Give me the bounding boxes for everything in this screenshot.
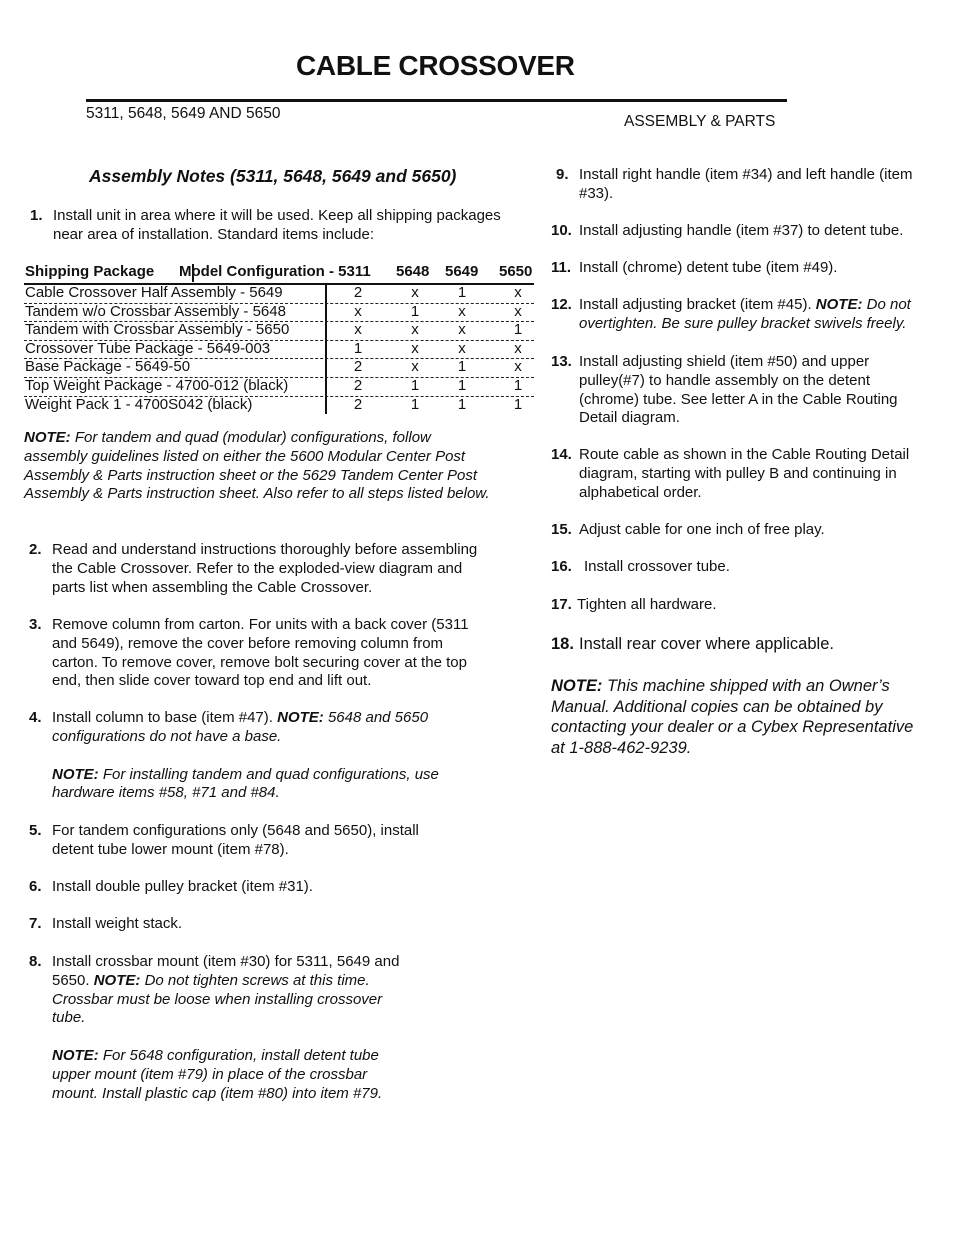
step-number: 1. [30, 207, 43, 224]
step-text: Install adjusting handle (item #37) to detent tube. [579, 222, 904, 239]
step-7 [29, 915, 429, 934]
quantity-cell: x [514, 339, 522, 357]
step-number: 5. [29, 822, 42, 839]
table-row [24, 284, 534, 304]
note-text: For tandem and quad (modular) configurations, follow assembly guidelines listed on either the 5600 Modular Center Post Assembly & Parts instruction sheet or the 5629 Tandem Center Post Assembly & Parts instruction sheet. Also refer to all steps listed below. [24, 429, 490, 503]
table-row [24, 396, 534, 415]
step-2 [29, 541, 484, 597]
step-number: 8. [29, 953, 42, 970]
step-10 [551, 222, 934, 241]
step-number: 13. [551, 353, 572, 370]
note-label: NOTE: [52, 1047, 99, 1065]
step-number: 3. [29, 616, 42, 633]
table-row [24, 303, 534, 323]
note-label: NOTE: [815, 296, 863, 313]
step-5 [29, 822, 429, 860]
quantity-cell: 1 [410, 395, 420, 413]
step-body [52, 709, 459, 747]
quantity-cell: x [411, 339, 419, 357]
step-number: 12. [551, 296, 572, 313]
page-subtitle: ASSEMBLY & PARTS [624, 113, 776, 130]
step-text: Install right handle (item #34) and left handle (item #33). [579, 166, 913, 202]
step-number: 6. [29, 878, 42, 895]
step-number: 16. [551, 558, 572, 575]
header-model-5648: 5648 [396, 263, 430, 280]
step-text: Tighten all hardware. [577, 596, 717, 613]
step-15 [551, 521, 934, 540]
package-name: Tandem with Crossbar Assembly - 5650 [25, 321, 290, 339]
quantity-cell: x [458, 339, 466, 357]
note-label: NOTE: [52, 765, 99, 783]
quantity-cell: 1 [513, 395, 523, 413]
step-body [579, 296, 931, 334]
package-name: Tandem w/o Crossbar Assembly - 5648 [25, 302, 286, 320]
step-4 [29, 709, 459, 803]
step-text: Install double pulley bracket (item #31). [52, 878, 313, 895]
note-label: NOTE: [551, 677, 603, 695]
step-number: 4. [29, 709, 42, 726]
step-text: Route cable as shown in the Cable Routing Detail diagram, starting with pulley B and continuing in alphabetical order. [579, 446, 910, 501]
step-text: Adjust cable for one inch of free play. [579, 521, 825, 538]
quantity-cell: x [411, 321, 419, 339]
quantity-cell: x [514, 358, 522, 376]
header-shipping-package: Shipping Package [25, 263, 155, 280]
quantity-cell: 1 [457, 377, 467, 394]
step-12 [551, 296, 931, 334]
quantity-cell: 1 [410, 302, 420, 320]
step-13 [551, 353, 921, 428]
step-text: Install unit in area where it will be used. Keep all shipping packages near area of installation. Standard items include: [53, 207, 501, 243]
step-number: 14. [551, 446, 572, 463]
quantity-cell: 2 [353, 358, 363, 376]
package-name: Cable Crossover Half Assembly - 5649 [25, 284, 283, 301]
table-row [24, 377, 534, 397]
quantity-cell: x [411, 284, 419, 301]
tandem-note [24, 429, 494, 504]
quantity-cell: 2 [353, 284, 363, 301]
quantity-cell: 1 [513, 321, 523, 339]
note-label: NOTE: [24, 429, 71, 446]
quantity-cell: x [458, 321, 466, 339]
quantity-cell: x [458, 302, 466, 320]
model-numbers: 5311, 5648, 5649 AND 5650 [86, 105, 281, 122]
step-number: 10. [551, 222, 572, 239]
step-3 [29, 616, 484, 691]
step-number: 9. [556, 166, 569, 183]
owners-manual-note [551, 676, 921, 758]
step-text: Install rear cover where applicable. [579, 635, 834, 653]
step-8 [29, 953, 414, 1104]
note-text: Do not overtighten. Be sure pulley bracket swivels freely. [579, 296, 911, 332]
quantity-cell: 2 [353, 377, 363, 394]
step-sub-note [52, 766, 459, 804]
step-number: 11. [551, 259, 572, 276]
quantity-cell: 1 [513, 377, 523, 394]
package-name: Top Weight Package - 4700-012 (black) [25, 377, 289, 394]
page-title: CABLE CROSSOVER [296, 50, 575, 81]
step-11 [551, 259, 934, 278]
note-text: For installing tandem and quad configurations, use hardware items #58, #71 and #84. [52, 765, 439, 802]
step-text: Read and understand instructions thoroughly before assembling the Cable Crossover. Refer to the exploded-view diagram and parts list when assembling the Cable Crossover. [52, 541, 478, 596]
quantity-cell: 1 [353, 339, 363, 357]
quantity-cell: x [354, 302, 362, 320]
quantity-cell: 1 [457, 284, 467, 301]
shipping-package-table [24, 263, 534, 415]
package-name: Base Package - 5649-50 [25, 358, 191, 376]
note-label: NOTE: [93, 971, 141, 989]
step-text: Install adjusting shield (item #50) and upper pulley(#7) to handle assembly on the detent (chrome) tube. See letter A in the Cable Routing Detail diagram. [579, 353, 898, 427]
step-text: Install column to base (item #47). [52, 709, 273, 726]
step-text: Install crossbar mount (item #30) for 5311, 5649 and 5650. [52, 953, 400, 989]
note-text: For 5648 configuration, install detent tube upper mount (item #79) in place of the crossbar mount. Install plastic cap (item #80) into item #79. [52, 1047, 383, 1102]
step-1 [30, 207, 530, 245]
quantity-cell: x [514, 284, 522, 301]
step-number: 17. [551, 596, 572, 613]
step-body [52, 953, 414, 1028]
step-text: Remove column from carton. For units with a back cover (5311 and 5649), remove the cover before removing column from carton. To remove cover, remove bolt securing cover at the top end, then slide cover toward top end and lift out. [52, 616, 469, 690]
step-17 [551, 596, 934, 615]
note-text: Do not tighten screws at this time. Crossbar must be loose when installing crossover tube. [52, 971, 383, 1027]
quantity-cell: x [354, 321, 362, 339]
header-model-configuration: Model Configuration - 5311 [179, 263, 371, 280]
step-number: 7. [29, 915, 42, 932]
note-text: 5648 and 5650 configurations do not have a base. [52, 709, 429, 745]
note-label: NOTE: [277, 709, 324, 726]
assembly-notes-heading: Assembly Notes (5311, 5648, 5649 and 5650) [89, 166, 457, 186]
package-name: Weight Pack 1 - 4700S042 (black) [25, 395, 253, 413]
quantity-cell: x [514, 302, 522, 320]
quantity-cell: 1 [457, 358, 467, 376]
quantity-cell: 2 [353, 395, 363, 413]
header-model-5649: 5649 [445, 263, 479, 280]
table-row [24, 321, 534, 341]
step-18 [551, 635, 934, 654]
step-sub-note [52, 1047, 414, 1103]
table-row [24, 358, 534, 378]
step-text: Install (chrome) detent tube (item #49). [579, 259, 838, 276]
table-row [24, 340, 534, 360]
step-text: Install weight stack. [52, 915, 183, 932]
note-text: This machine shipped with an Owner’s Manual. Additional copies can be obtained by contacting your dealer or a Cybex Representative at 1-888-462-9239. [551, 677, 914, 757]
step-6 [29, 878, 429, 897]
step-text: For tandem configurations only (5648 and 5650), install detent tube lower mount (item #78). [52, 822, 419, 858]
step-number: 15. [551, 521, 572, 538]
step-number: 18. [551, 635, 574, 653]
header-rule [86, 99, 787, 102]
quantity-cell: 1 [457, 395, 467, 413]
quantity-cell: x [411, 358, 419, 376]
quantity-cell: 1 [410, 377, 420, 394]
step-14 [551, 446, 931, 502]
header-model-5650: 5650 [499, 263, 533, 280]
step-9 [556, 166, 934, 204]
package-name: Crossover Tube Package - 5649-003 [25, 339, 271, 357]
step-16 [551, 558, 934, 577]
step-text: Install adjusting bracket (item #45). [579, 296, 812, 313]
step-text: Install crossover tube. [584, 558, 730, 575]
step-number: 2. [29, 541, 42, 558]
